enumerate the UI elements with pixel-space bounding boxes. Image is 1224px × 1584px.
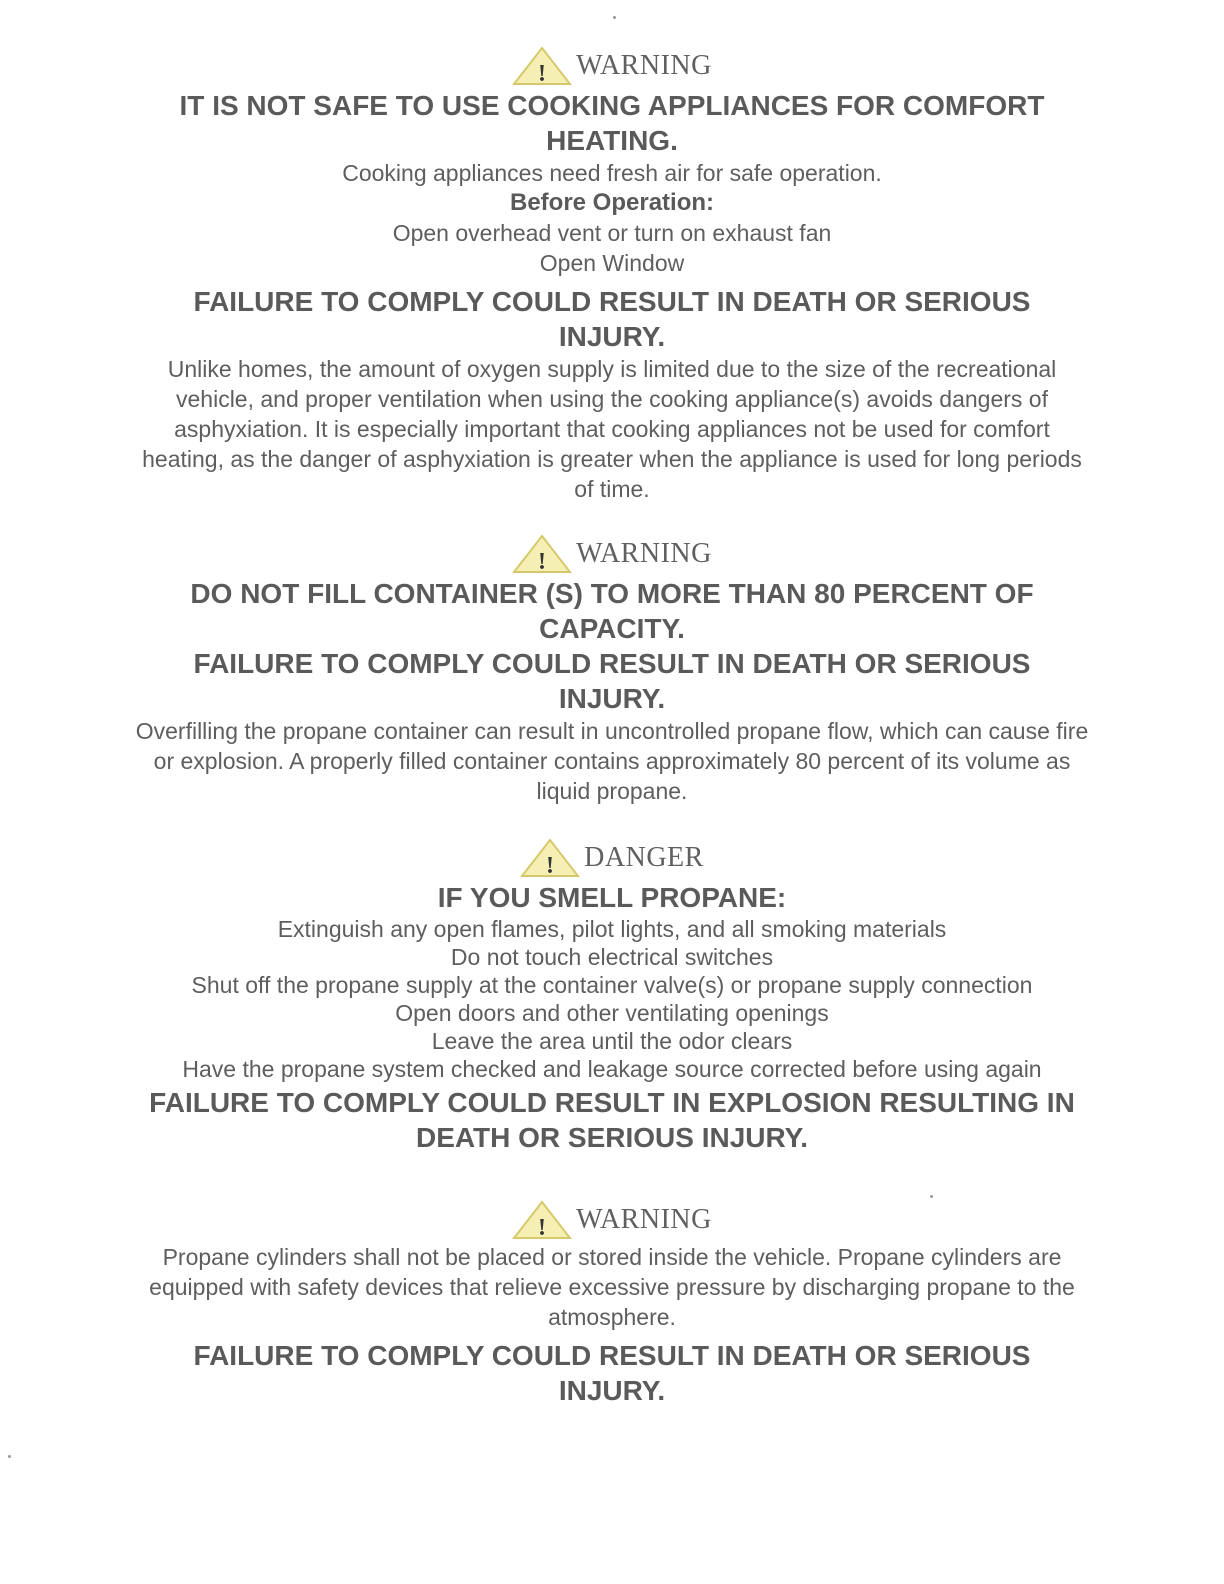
warning-triangle-icon	[512, 1200, 572, 1240]
step-line: Shut off the propane supply at the container valve(s) or propane supply connection	[191, 972, 1033, 998]
notice-cooking-heating	[0, 44, 1224, 504]
warning-triangle-icon	[512, 534, 572, 574]
signal-word: WARNING	[576, 50, 712, 81]
body-line: Cooking appliances need fresh air for safe operation.	[342, 160, 882, 186]
paragraph: Overfilling the propane container can result in uncontrolled propane flow, which can cause fire or explosion. A properly filled container contains approximately 80 percent of its volume as liquid propane.	[135, 718, 1089, 804]
step-line: Do not touch electrical switches	[450, 944, 774, 970]
step-line: Have the propane system checked and leakage source corrected before using again	[182, 1056, 1042, 1082]
consequence: FAILURE TO COMPLY COULD RESULT IN DEATH OR SERIOUS INJURY.	[193, 1340, 1031, 1406]
svg-text:!: !	[538, 549, 547, 574]
signal-row	[0, 44, 1224, 88]
signal-row	[0, 1198, 1224, 1242]
signal-word: WARNING	[576, 1204, 712, 1235]
signal-row	[0, 836, 1224, 880]
consequence: FAILURE TO COMPLY COULD RESULT IN DEATH OR SERIOUS INJURY.	[193, 648, 1031, 714]
step-line: Leave the area until the odor clears	[431, 1028, 793, 1054]
headline: IF YOU SMELL PROPANE:	[437, 882, 787, 913]
consequence: FAILURE TO COMPLY COULD RESULT IN EXPLOSION RESULTING IN DEATH OR SERIOUS INJURY.	[149, 1087, 1075, 1153]
scan-speck	[613, 16, 616, 19]
signal-word: WARNING	[576, 538, 712, 569]
signal-word: DANGER	[584, 842, 704, 873]
step-line: Open overhead vent or turn on exhaust fan	[392, 220, 832, 246]
headline: DO NOT FILL CONTAINER (S) TO MORE THAN 80 PERCENT OF CAPACITY.	[190, 578, 1034, 644]
step-line: Open doors and other ventilating openings	[395, 1000, 829, 1026]
svg-text:!: !	[538, 61, 547, 86]
scan-speck	[8, 1455, 11, 1458]
signal-row	[0, 532, 1224, 576]
headline: IT IS NOT SAFE TO USE COOKING APPLIANCES FOR COMFORT HEATING.	[179, 90, 1045, 156]
notice-smell-propane	[0, 836, 1224, 1155]
warning-triangle-icon	[512, 46, 572, 86]
svg-text:!: !	[538, 1215, 547, 1240]
step-line: Extinguish any open flames, pilot lights, and all smoking materials	[277, 916, 947, 942]
paragraph: Unlike homes, the amount of oxygen supply is limited due to the size of the recreational vehicle, and proper ventilation when using the cooking appliance(s) avoids dangers of asphyxiation. It is especially important that cooking appliances not be used for comfort heating, as the danger of asphyxiation is greater when the appliance is used for long periods of time.	[142, 356, 1082, 502]
notice-cylinders-inside	[0, 1198, 1224, 1408]
subheading: Before Operation:	[509, 189, 715, 216]
warning-triangle-icon	[520, 838, 580, 878]
svg-text:!: !	[546, 853, 555, 878]
paragraph: Propane cylinders shall not be placed or stored inside the vehicle. Propane cylinders are equipped with safety devices that relieve excessive pressure by discharging propane to the atmosphere.	[149, 1244, 1075, 1330]
notice-container-fill	[0, 532, 1224, 806]
step-line: Open Window	[539, 250, 685, 276]
consequence: FAILURE TO COMPLY COULD RESULT IN DEATH OR SERIOUS INJURY.	[193, 286, 1031, 352]
